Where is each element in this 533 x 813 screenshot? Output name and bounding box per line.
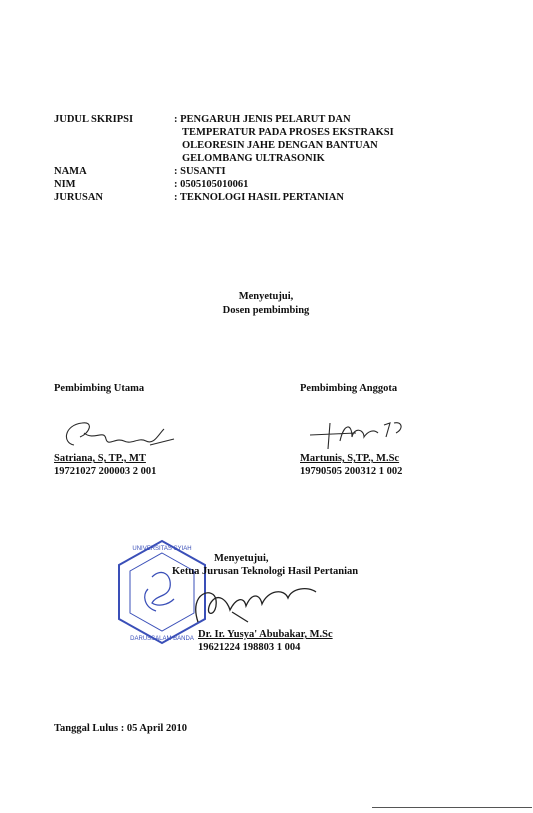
department-label: JURUSAN: [54, 192, 104, 203]
nim-value: : 0505105010061: [174, 179, 249, 190]
approval-subheading: Dosen pembimbing: [222, 305, 310, 316]
main-supervisor-nip: 19721027 200003 2 001: [54, 466, 157, 477]
svg-text:DARUSSALAM BANDA: DARUSSALAM BANDA: [130, 636, 194, 642]
approval2-heading: Menyetujui,: [214, 553, 269, 564]
department-head-name: Dr. Ir. Yusya' Abubakar, M.Sc: [198, 629, 333, 640]
department-head-nip: 19621224 198803 1 004: [198, 642, 301, 653]
thesis-title-line-2: TEMPERATUR PADA PROSES EKSTRAKSI: [182, 127, 394, 138]
name-value: : SUSANTI: [174, 166, 226, 177]
member-supervisor-nip: 19790505 200312 1 002: [300, 466, 403, 477]
thesis-title-label: JUDUL SKRIPSI: [54, 114, 134, 125]
approval-heading: Menyetujui,: [238, 291, 294, 302]
main-supervisor-name: Satriana, S, TP., MT: [54, 453, 146, 464]
main-supervisor-role: Pembimbing Utama: [54, 383, 145, 394]
nim-label: NIM: [54, 179, 76, 190]
department-head-signature: [188, 582, 338, 632]
thesis-title-line-4: GELOMBANG ULTRASONIK: [182, 153, 325, 164]
department-value: : TEKNOLOGI HASIL PERTANIAN: [174, 192, 344, 203]
thesis-title-line-3: OLEORESIN JAHE DENGAN BANTUAN: [182, 140, 378, 151]
svg-text:UNIVERSITAS SYIAH: UNIVERSITAS SYIAH: [132, 546, 192, 552]
name-label: NAMA: [54, 166, 87, 177]
approval2-position: Ketua Jurusan Teknologi Hasil Pertanian: [172, 566, 359, 577]
scan-edge-line: [372, 807, 532, 808]
graduation-date: Tanggal Lulus : 05 April 2010: [54, 723, 187, 734]
main-supervisor-signature: [54, 415, 184, 455]
member-supervisor-signature: [306, 415, 416, 455]
member-supervisor-role: Pembimbing Anggota: [300, 383, 398, 394]
thesis-title-line-1: : PENGARUH JENIS PELARUT DAN: [174, 114, 351, 125]
member-supervisor-name: Martunis, S,TP., M.Sc: [300, 453, 400, 464]
